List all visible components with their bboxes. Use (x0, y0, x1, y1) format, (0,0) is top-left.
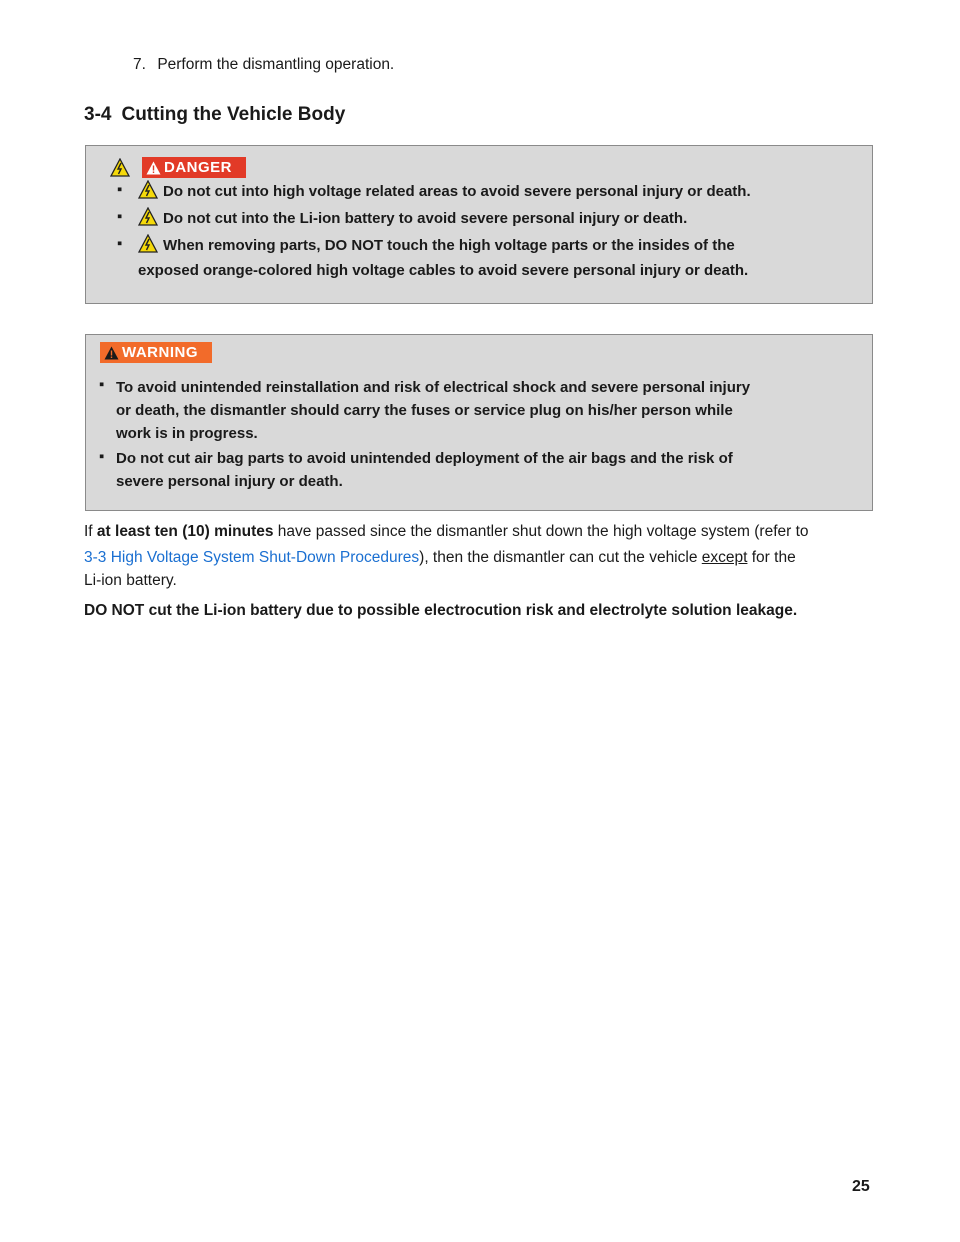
high-voltage-icon (138, 207, 158, 227)
bullet: ▪ (99, 376, 105, 393)
warning-item-1: To avoid unintended reinstallation and risk of electrical shock and severe personal injury (116, 379, 751, 396)
danger-item-1: Do not cut into high voltage related areas to avoid severe personal injury or death. (138, 179, 751, 204)
bold-warning-paragraph: DO NOT cut the Li-ion battery due to possible electrocution risk and electrolyte solution leakage. (84, 602, 798, 619)
section-number: 3-4 (84, 104, 112, 125)
emphasis: at least ten (10) minutes (96, 523, 274, 540)
warning-item-2: Do not cut air bag parts to avoid unintended deployment of the air bags and the risk of (116, 450, 733, 467)
danger-box (85, 145, 873, 304)
page-number: 25 (852, 1178, 870, 1195)
procedure-link[interactable]: 3-3 High Voltage System Shut-Down Procedures (84, 549, 420, 566)
paragraph-line-3: Li-ion battery. (84, 572, 177, 589)
bullet: ▪ (117, 208, 123, 225)
paragraph-line-1: If at least ten (10) minutes have passed since the dismantler shut down the high voltage system (refer to (84, 523, 809, 540)
danger-item-3-cont: exposed orange-colored high voltage cables to avoid severe personal injury or death. (138, 262, 749, 279)
warning-box (85, 334, 873, 511)
bullet: ▪ (117, 235, 123, 252)
danger-item-3: When removing parts, DO NOT touch the high voltage parts or the insides of the (138, 233, 735, 258)
warning-triangle-icon (146, 161, 161, 175)
danger-label (142, 157, 246, 178)
section-title: Cutting the Vehicle Body (121, 104, 346, 125)
danger-label-text: DANGER (164, 159, 233, 176)
paragraph-line-2: 3-3 High Voltage System Shut-Down Procedures), then the dismantler can cut the vehicle except for the (84, 549, 796, 566)
warning-item-1-line-3: work is in progress. (116, 425, 258, 442)
warning-item-1-line-2: or death, the dismantler should carry the fuses or service plug on his/her person while (116, 402, 733, 419)
high-voltage-icon (110, 158, 130, 178)
step-text: Perform the dismantling operation. (157, 56, 395, 73)
section-heading (84, 104, 345, 126)
warning-label-text: WARNING (122, 344, 198, 361)
bullet: ▪ (99, 448, 105, 465)
danger-item-2: Do not cut into the Li-ion battery to avoid severe personal injury or death. (138, 206, 687, 231)
warning-item-2-line-2: severe personal injury or death. (116, 473, 343, 490)
high-voltage-icon (138, 234, 158, 254)
warning-label (100, 342, 212, 363)
step-7 (133, 56, 394, 74)
step-number: 7. (133, 56, 146, 73)
bullet: ▪ (117, 181, 123, 198)
warning-triangle-icon (104, 346, 119, 360)
high-voltage-icon (138, 180, 158, 200)
underlined-term: except (701, 549, 748, 566)
